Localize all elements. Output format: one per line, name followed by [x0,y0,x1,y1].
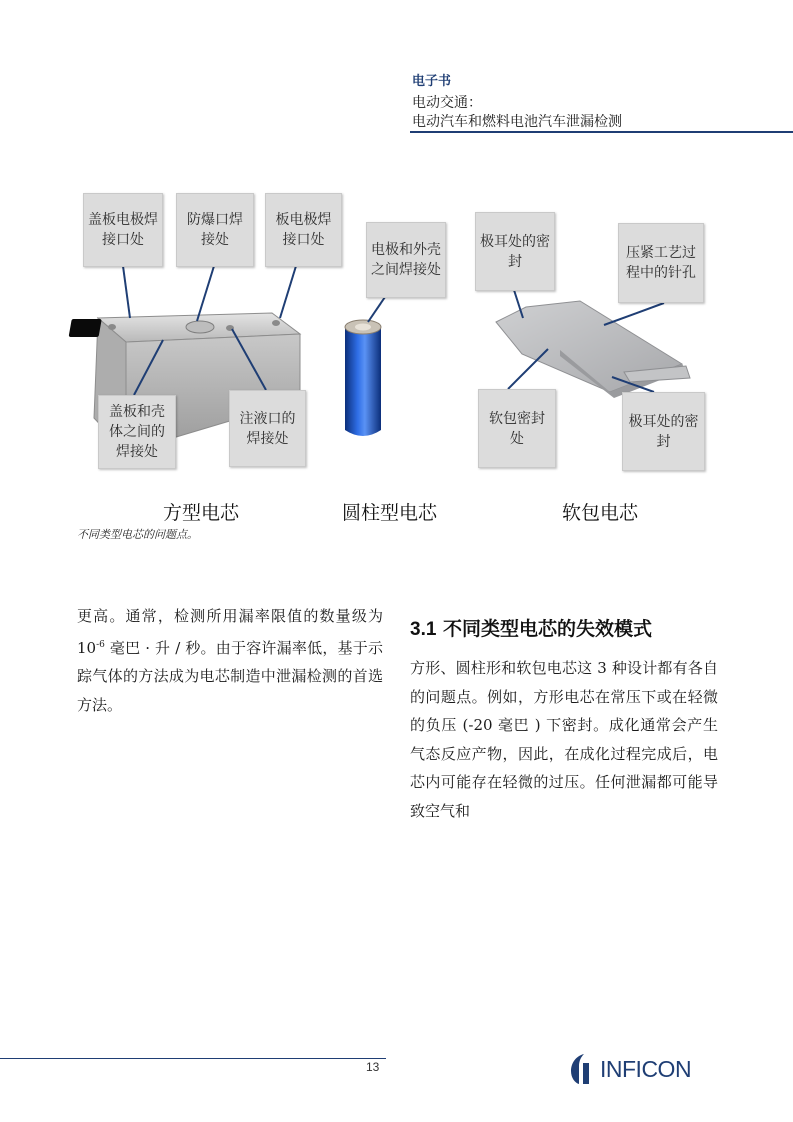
callout-pouch-tab-seal-bottom: 极耳处的密封 [622,392,705,471]
label-pouch-cell: 软包电芯 [562,502,639,524]
page-number: 13 [366,1060,380,1074]
cylindrical-cell-image [345,320,381,436]
callout-pouch-tab-seal-top: 极耳处的密封 [475,212,555,291]
left-column-paragraph: 更高。通常，检测所用漏率限值的数量级为 $10^{-6}$ 毫巴 · 升 / 秒。由于容许漏率低，基于示踪气体的方法成为电芯制造中泄漏检测的首选方法。 [77,607,383,714]
pouch-cell-image [496,301,690,398]
inficon-logo: INFICON [568,1052,691,1086]
exponent: -6 [96,639,105,650]
callout-pouch-pinhole: 压紧工艺过程中的针孔 [618,223,704,303]
callout-cyl-weld: 电极和外壳之间焊接处 [366,222,446,298]
label-prismatic-cell: 方型电芯 [163,502,240,524]
callout-prism-cap-weld: 盖板电极焊接口处 [83,193,163,267]
callout-prism-vent: 防爆口焊接处 [176,193,254,267]
callout-pouch-seal: 软包密封处 [478,389,556,468]
callout-prism-tab-weld: 板电极焊接口处 [265,193,342,267]
section-body: 方形、圆柱形和软包电芯这 3 种设计都有各自的问题点。例如，方形电芯在常压下或在轻微的负压 (-20 毫巴 ) 下密封。成化通常会产生气态反应产物，因此，在成化过程完成后，电芯内可能存在轻微的过压。任何泄漏都可能导致空气和 [410,659,718,820]
ebook-kicker: 电子书 [412,74,452,89]
inficon-logo-mark-icon [568,1053,596,1085]
section-heading: 3.1 不同类型电芯的失效模式 [410,618,653,640]
figure-caption: 不同类型电芯的问题点。 [77,528,198,541]
callout-prism-fill-port: 注液口的焊接处 [229,390,306,467]
footer-rule [0,1058,386,1059]
callout-prism-cap-shell: 盖板和壳体之间的焊接处 [98,395,176,469]
label-cylindrical-cell: 圆柱型电芯 [342,502,438,524]
header-title-line2: 电动汽车和燃料电池汽车泄漏检测 [412,114,622,130]
header-title-line1: 电动交通： [412,95,482,111]
